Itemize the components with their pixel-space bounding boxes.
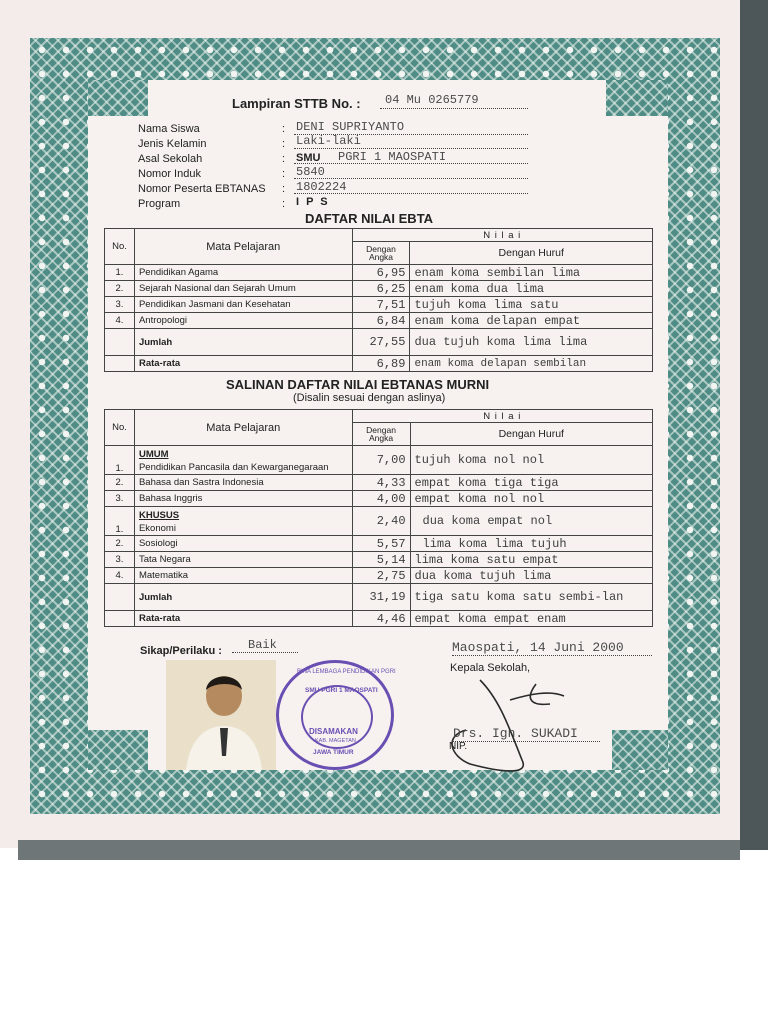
- rata-angka: 4,46: [352, 611, 410, 627]
- induk-value: 5840: [296, 165, 325, 179]
- ebta-table: [104, 228, 653, 372]
- row-angka: 7,51: [352, 297, 410, 313]
- row-huruf: enam koma dua lima: [410, 281, 653, 297]
- row-no: 4.: [105, 313, 135, 329]
- col-no: No.: [105, 229, 135, 265]
- sekolah-dotline: [294, 163, 528, 164]
- scanner-shadow: [18, 840, 740, 860]
- jumlah-angka: 27,55: [352, 329, 410, 356]
- jumlah-angka: 31,19: [352, 584, 410, 611]
- col-huruf: Dengan Huruf: [410, 242, 653, 265]
- khusus-label: KHUSUS: [138, 510, 180, 521]
- row-huruf: enam koma sembilan lima: [410, 265, 653, 281]
- row-mapel: Tata Negara: [134, 552, 352, 568]
- kelamin-label: Jenis Kelamin: [138, 138, 207, 150]
- row-angka: 7,00: [352, 446, 410, 475]
- row-no: 1.: [105, 446, 135, 475]
- stamp-text-sub: KAB. MAGETAN: [315, 738, 356, 744]
- row-angka: 6,84: [352, 313, 410, 329]
- col-nilai: N i l a i: [352, 229, 652, 242]
- signer-name: Drs. Ign. SUKADI: [453, 726, 578, 741]
- kepala-label: Kepala Sekolah,: [450, 662, 531, 674]
- jumlah-row: [105, 329, 653, 356]
- row-mapel: Antropologi: [134, 313, 352, 329]
- stamp-text-mid: SMU PGRI 1 MAOSPATI: [305, 687, 378, 694]
- corner-ornament-top-left: [88, 80, 148, 116]
- colon: :: [282, 198, 286, 210]
- col-huruf: Dengan Huruf: [410, 423, 652, 446]
- rata-huruf: enam koma delapan sembilan: [410, 356, 653, 372]
- col-mapel: Mata Pelajaran: [134, 410, 352, 446]
- colon: :: [282, 153, 286, 165]
- row-mapel: Bahasa dan Sastra Indonesia: [134, 475, 352, 491]
- jumlah-row: [105, 584, 653, 611]
- lampiran-dotline: [380, 108, 528, 109]
- row-mapel: Sosiologi: [134, 536, 352, 552]
- row-angka: 6,95: [352, 265, 410, 281]
- col-no: No.: [105, 410, 135, 446]
- row-mapel: Pendidikan Pancasila dan Kewarganegaraan: [138, 462, 329, 473]
- table-row: [105, 552, 653, 568]
- peserta-value: 1802224: [296, 180, 347, 194]
- row-no: 3.: [105, 491, 135, 507]
- table-row: [105, 297, 653, 313]
- rata-angka: 6,89: [352, 356, 410, 372]
- scanner-edge: [740, 0, 768, 850]
- program-value: I P S: [296, 196, 330, 208]
- table-row: [105, 281, 653, 297]
- row-huruf: enam koma delapan empat: [410, 313, 653, 329]
- corner-ornament-bottom-right: [612, 730, 668, 770]
- row-mapel: Sejarah Nasional dan Sejarah Umum: [134, 281, 352, 297]
- table-row: [105, 265, 653, 281]
- nama-label: Nama Siswa: [138, 123, 200, 135]
- date-dotline: [452, 655, 652, 656]
- row-huruf: dua koma tujuh lima: [410, 568, 652, 584]
- sekolah-value: PGRI 1 MAOSPATI: [338, 150, 447, 164]
- peserta-dotline: [294, 193, 528, 194]
- peserta-label: Nomor Peserta EBTANAS: [138, 183, 266, 195]
- sikap-dotline: [232, 652, 298, 653]
- table-row: [105, 475, 653, 491]
- program-label: Program: [138, 198, 181, 210]
- induk-dotline: [294, 178, 528, 179]
- colon: :: [282, 168, 286, 180]
- umum-label: UMUM: [138, 449, 169, 460]
- row-huruf: empat koma tiga tiga: [410, 475, 652, 491]
- table-row: [105, 507, 653, 536]
- rata-row: [105, 611, 653, 627]
- nip-label: NIP.: [449, 741, 468, 752]
- col-angka: Dengan Angka: [352, 242, 410, 265]
- row-mapel: Bahasa Inggris: [134, 491, 352, 507]
- nama-value: DENI SUPRIYANTO: [296, 120, 405, 134]
- row-huruf: lima koma lima tujuh: [410, 536, 652, 552]
- corner-ornament-top-right: [606, 80, 668, 116]
- lampiran-label: Lampiran STTB No. :: [232, 96, 361, 111]
- row-angka: 6,25: [352, 281, 410, 297]
- row-mapel: Ekonomi: [138, 523, 176, 534]
- row-huruf: empat koma nol nol: [410, 491, 652, 507]
- rata-row: [105, 356, 653, 372]
- col-mapel: Mata Pelajaran: [134, 229, 352, 265]
- murni-subtitle: (Disalin sesuai dengan aslinya): [293, 392, 446, 404]
- sikap-label: Sikap/Perilaku :: [140, 645, 222, 657]
- row-no: 2.: [105, 281, 135, 297]
- table-row: [105, 491, 653, 507]
- row-mapel: Matematika: [134, 568, 352, 584]
- sekolah-prefix: SMU: [296, 152, 321, 164]
- row-angka: 2,75: [352, 568, 410, 584]
- rata-label: Rata-rata: [134, 356, 352, 372]
- row-angka: 5,14: [352, 552, 410, 568]
- col-nilai: N i l a i: [352, 410, 652, 423]
- row-huruf: tujuh koma nol nol: [410, 446, 652, 475]
- row-mapel: Pendidikan Jasmani dan Kesehatan: [134, 297, 352, 313]
- table-row: [105, 536, 653, 552]
- row-no: 2.: [105, 536, 135, 552]
- lampiran-number: 04 Mu 0265779: [385, 93, 479, 107]
- row-huruf: lima koma satu empat: [410, 552, 652, 568]
- colon: :: [282, 123, 286, 135]
- rata-huruf: empat koma empat enam: [410, 611, 652, 627]
- jumlah-huruf: dua tujuh koma lima lima: [410, 329, 653, 356]
- school-stamp: [276, 660, 394, 770]
- row-no: 1.: [105, 507, 135, 536]
- murni-table: [104, 409, 653, 627]
- colon: :: [282, 183, 286, 195]
- stamp-text-bottom: DISAMAKAN: [309, 727, 358, 736]
- ebta-title: DAFTAR NILAI EBTA: [305, 211, 434, 226]
- row-no: 2.: [105, 475, 135, 491]
- row-angka: 5,57: [352, 536, 410, 552]
- kelamin-value: Laki-laki: [296, 134, 361, 148]
- row-huruf: tujuh koma lima satu: [410, 297, 653, 313]
- sikap-value: Baik: [248, 638, 277, 652]
- col-angka: Dengan Angka: [352, 423, 410, 446]
- table-row: [105, 446, 653, 475]
- colon: :: [282, 138, 286, 150]
- student-photo: [166, 660, 276, 770]
- table-row: [105, 313, 653, 329]
- row-huruf: dua koma empat nol: [410, 507, 652, 536]
- row-angka: 4,00: [352, 491, 410, 507]
- rata-label: Rata-rata: [134, 611, 352, 627]
- jumlah-label: Jumlah: [134, 584, 352, 611]
- row-angka: 2,40: [352, 507, 410, 536]
- sekolah-label: Asal Sekolah: [138, 153, 203, 165]
- corner-ornament-bottom-left: [88, 730, 148, 770]
- murni-title: SALINAN DAFTAR NILAI EBTANAS MURNI: [226, 377, 490, 392]
- row-mapel: Pendidikan Agama: [134, 265, 352, 281]
- stamp-text-top: BINA LEMBAGA PENDIDIKAN PGRI: [297, 669, 396, 675]
- row-angka: 4,33: [352, 475, 410, 491]
- kelamin-dotline: [294, 148, 528, 149]
- signer-dotline: [452, 741, 600, 742]
- row-no: 1.: [105, 265, 135, 281]
- jumlah-huruf: tiga satu koma satu sembi-lan: [410, 584, 652, 611]
- table-row: [105, 568, 653, 584]
- row-no: 3.: [105, 552, 135, 568]
- place-date: Maospati, 14 Juni 2000: [452, 640, 624, 655]
- jumlah-label: Jumlah: [134, 329, 352, 356]
- induk-label: Nomor Induk: [138, 168, 201, 180]
- row-no: 4.: [105, 568, 135, 584]
- signature: [440, 660, 600, 780]
- row-no: 3.: [105, 297, 135, 313]
- stamp-text-region: JAWA TIMUR: [313, 749, 354, 756]
